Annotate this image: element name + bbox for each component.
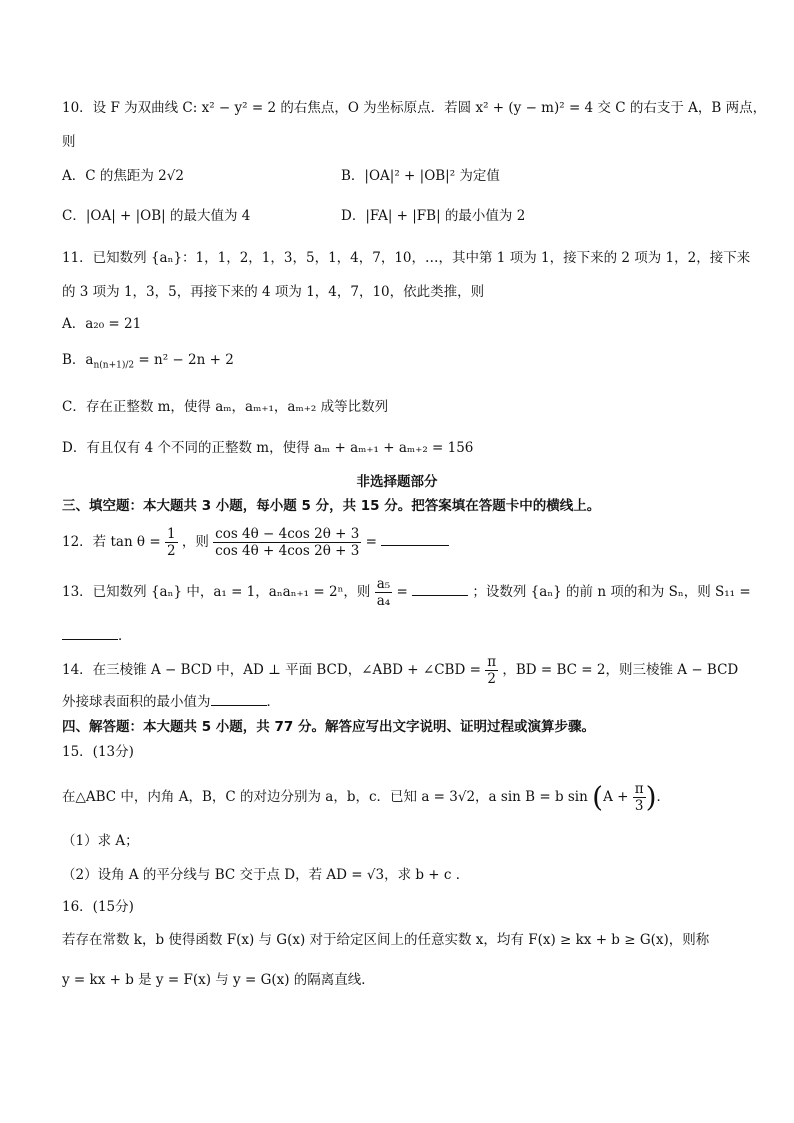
q13-end: ． (118, 628, 132, 644)
q13-mid: ；设数列 {aₙ} 的前 n 项的和为 Sₙ，则 S₁₁ = (472, 584, 751, 600)
q12-line (62, 522, 449, 562)
q13-eq: = (396, 584, 408, 600)
q11-option-b-rest: = n² − 2n + 2 (134, 352, 234, 368)
section-heading: 非选择题部分 (356, 474, 438, 490)
q10-stem-line-1: 10．设 F 为双曲线 C: x² − y² = 2 的右焦点，O 为坐标原点．若圆 x² + (y − m)² = 4 交 C 的右支于 A，B 两点， (62, 100, 767, 116)
q15-stem-prefix: 在△ABC 中，内角 A，B，C 的对边分别为 a，b，c．已知 a = 3√2，a sin B = b sin (62, 789, 588, 805)
q10-option-a: A．C 的焦距为 2√2 (62, 168, 184, 184)
q15-paren-right: ) (645, 780, 657, 814)
q14-pi-numerator: π (487, 654, 497, 670)
q12-denominator: cos 4θ + 4cos 2θ + 3 (215, 543, 360, 559)
q13-prefix: 13．已知数列 {aₙ} 中，a₁ = 1，aₙaₙ₊₁ = 2ⁿ，则 (62, 584, 371, 600)
q11-option-b-prefix: B．a (62, 352, 94, 368)
q14-line2-text: 外接球表面积的最小值为 (62, 694, 211, 710)
part3-heading: 三、填空题：本大题共 3 小题，每小题 5 分，共 15 分。把答案填在答题卡中的横线上。 (62, 498, 601, 514)
q13-numerator: a₅ (376, 576, 391, 592)
q13-answer-blank-1 (412, 595, 468, 596)
q15-subquestion-1: （1）求 A； (62, 833, 139, 849)
q12-prefix: 12．若 tan θ = (62, 534, 165, 550)
q16-stem-line-1: 若存在常数 k，b 使得函数 F(x) 与 G(x) 对于给定区间上的任意实数 x，均有 F(x) ≥ kx + b ≥ G(x)，则称 (62, 932, 710, 948)
q12-suffix: = (365, 534, 377, 550)
q14-end: ． (266, 694, 280, 710)
q14-line-1 (62, 650, 738, 690)
q13-line-2 (62, 626, 132, 646)
q11-option-b-subscript: n(n+1)/2 (93, 360, 135, 371)
q15-paren-left: ( (592, 780, 604, 814)
q11-stem-line-2: 的 3 项为 1，3，5，再接下来的 4 项为 1，4，7，10，依此类推，则 (62, 284, 485, 300)
q14-pi-fraction (485, 654, 498, 687)
q12-numerator: cos 4θ − 4cos 2θ + 3 (215, 526, 360, 542)
q10-stem-line-2: 则 (62, 134, 76, 150)
q15-stem-end: ． (656, 789, 671, 805)
q13-answer-blank-2 (62, 639, 118, 640)
q10-option-b: B．|OA|² + |OB|² 为定值 (341, 168, 500, 184)
q14-answer-blank (211, 705, 267, 706)
q12-answer-blank (381, 545, 449, 546)
q13-fraction (375, 576, 392, 609)
q12-mid: ，则 (181, 534, 209, 550)
q14-line-2 (62, 692, 280, 712)
q13-line (62, 572, 751, 612)
q11-option-a: A．a₂₀ = 21 (62, 316, 142, 332)
q12-tan-fraction (165, 526, 178, 559)
q11-option-b (62, 350, 234, 376)
q10-option-c: C．|OA| + |OB| 的最大值为 4 (62, 208, 251, 224)
q11-stem-line-1: 11．已知数列 {aₙ}：1，1，2，1，3，5，1，4，7，10，…，其中第 1 项为 1，接下来的 2 项为 1，2，接下来 (62, 250, 751, 266)
q12-tan-denominator: 2 (166, 543, 176, 559)
q11-option-d: D．有且仅有 4 个不同的正整数 m，使得 aₘ + aₘ₊₁ + aₘ₊₂ = 156 (62, 440, 474, 456)
q15-pi-numerator: π (634, 781, 644, 797)
q12-main-fraction (213, 526, 361, 559)
q13-denominator: a₄ (376, 593, 391, 609)
q15-pi-fraction (633, 781, 646, 814)
q15-pi-denominator: 3 (634, 798, 644, 814)
q15-subquestion-2: （2）设角 A 的平分线与 BC 交于点 D，若 AD = √3，求 b + c ． (62, 867, 470, 883)
q10-option-d: D．|FA| + |FB| 的最小值为 2 (341, 208, 526, 224)
q11-option-c: C．存在正整数 m，使得 aₘ，aₘ₊₁，aₘ₊₂ 成等比数列 (62, 399, 389, 415)
q14-prefix: 14．在三棱锥 A − BCD 中，AD ⊥ 平面 BCD，∠ABD + ∠CBD = (62, 662, 486, 678)
q16-stem-line-2: y = kx + b 是 y = F(x) 与 y = G(x) 的隔离直线． (62, 972, 375, 988)
q14-pi-denominator: 2 (487, 671, 496, 687)
q15-label: 15．(13分) (62, 744, 134, 760)
part4-heading: 四、解答题：本大题共 5 小题，共 77 分。解答应写出文字说明、证明过程或演算步骤。 (62, 719, 595, 735)
q15-stem (62, 775, 670, 820)
q14-suffix: ，BD = BC = 2，则三棱锥 A − BCD (502, 662, 739, 678)
q15-inner: A + (603, 789, 633, 805)
q16-label: 16．(15分) (62, 899, 134, 915)
q12-tan-numerator: 1 (166, 526, 176, 542)
